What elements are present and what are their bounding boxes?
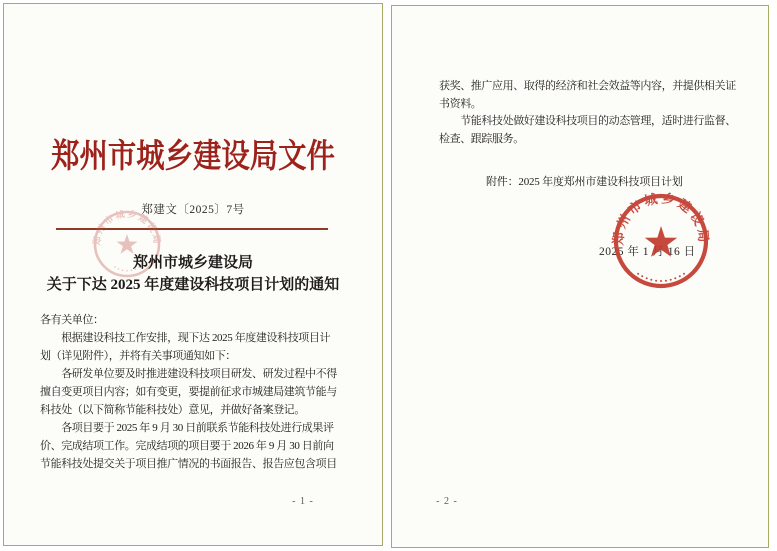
notice-title-line-2: 关于下达 2025 年度建设科技项目计划的通知 — [46, 277, 340, 293]
body-line: 划（详见附件），并将有关事项通知如下： — [40, 350, 236, 362]
body-line: 节能科技处提交关于项目推广情况的书面报告、报告应包含项目 — [40, 458, 337, 470]
seal-curved-text: 郑州市城乡建设局 — [610, 190, 712, 246]
body-line: 各有关单位： — [40, 314, 104, 326]
official-seal-stamp — [606, 186, 716, 296]
body-line: 价、完成结项工作。完成结项的项目要于 2026 年 9 月 30 日前向 — [40, 440, 334, 452]
body-line: 获奖、推广应用、取得的经济和社会效益等内容，并提供相关证 — [439, 80, 736, 92]
document-date: 2025 年 1 月 16 日 — [599, 246, 696, 258]
document-header-title: 郑州市城乡建设局文件 — [51, 139, 335, 175]
document-page-2 — [391, 5, 769, 548]
document-page-1 — [3, 3, 383, 546]
body-line: 书资料。 — [439, 98, 482, 110]
document-number: 郑建文〔2025〕7号 — [141, 204, 245, 216]
body-line: 各研发单位要及时推进建设科技项目研发、研发过程中不得 — [40, 368, 337, 380]
body-line: 科技处（以下简称节能科技处）意见，并做好备案登记。 — [40, 404, 305, 416]
body-line: 检查、跟踪服务。 — [439, 133, 524, 145]
notice-title-line-1: 郑州市城乡建设局 — [132, 255, 253, 271]
body-line: 擅自变更项目内容；如有变更，要提前征求市城建局建筑节能与 — [40, 386, 337, 398]
faint-seal-curved-text: 郑州市城乡建设局 — [91, 208, 163, 247]
body-line: 根据建设科技工作安排，现下达 2025 年度建设科技项目计 — [40, 332, 331, 344]
star-icon — [645, 226, 677, 257]
body-line: 节能科技处做好建设科技项目的动态管理，适时进行监督、 — [439, 115, 736, 127]
body-line: 各项目要于 2025 年 9 月 30 日前联系节能科技处进行成果评 — [40, 422, 334, 434]
page-number-1: - 1 - — [292, 496, 314, 507]
attachment-line: 附件：2025 年度郑州市建设科技项目计划 — [486, 176, 683, 188]
page-number-2: - 2 - — [436, 496, 458, 507]
